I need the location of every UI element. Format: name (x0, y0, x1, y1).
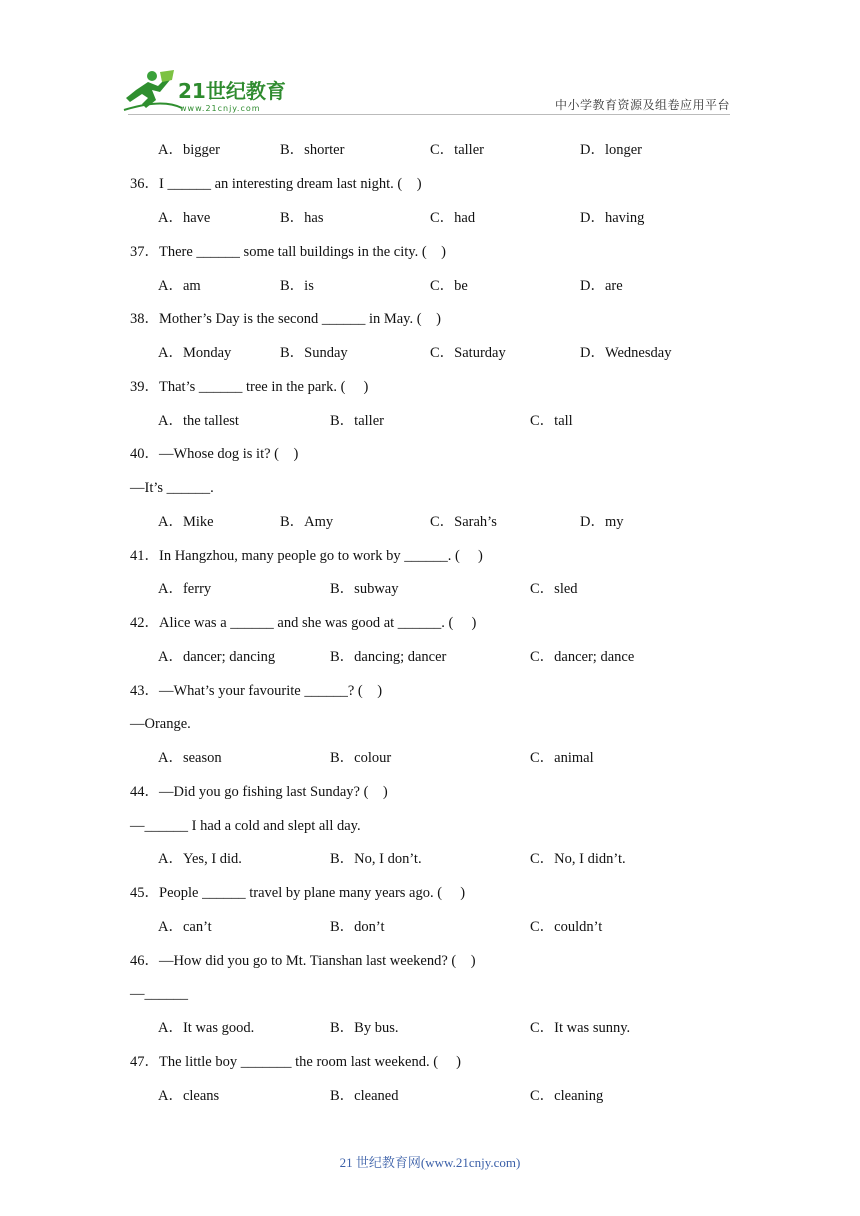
dialogue-line: —It’s ______. (130, 480, 214, 496)
answer-option[interactable]: A．season (158, 750, 222, 766)
page-header (0, 0, 860, 120)
answer-option[interactable]: D．my (580, 514, 624, 530)
runner-logo-icon (122, 68, 292, 114)
answer-option[interactable]: C．It was sunny. (530, 1020, 631, 1036)
answer-option[interactable]: C．couldn’t (530, 919, 603, 935)
question-stem: 41．In Hangzhou, many people go to work by ______. ( ) (130, 548, 483, 564)
answer-option[interactable]: B．cleaned (330, 1088, 399, 1104)
page-footer: 21 世纪教育网(www.21cnjy.com) (339, 1155, 521, 1170)
answer-option[interactable]: A．ferry (158, 581, 212, 597)
answer-option[interactable]: C．cleaning (530, 1088, 604, 1104)
question-stem: 39．That’s ______ tree in the park. ( ) (130, 379, 369, 395)
answer-option[interactable]: C．sled (530, 581, 578, 597)
question-stem: 38．Mother’s Day is the second ______ in May. ( ) (130, 311, 441, 327)
answer-option[interactable]: B．Sunday (280, 345, 348, 361)
answer-option[interactable]: C．No, I didn’t. (530, 851, 626, 867)
dialogue-line: —______ I had a cold and slept all day. (130, 818, 361, 834)
platform-title: 中小学教育资源及组卷应用平台 (554, 98, 730, 112)
logo-text: 21世纪教育 (178, 79, 286, 103)
answer-option[interactable]: D．are (580, 278, 623, 294)
logo-url: www.21cnjy.com (180, 104, 261, 113)
answer-option[interactable]: D．having (580, 210, 645, 226)
answer-option[interactable]: C．Sarah’s (430, 514, 497, 530)
question-stem: 43．—What’s your favourite ______? ( ) (130, 683, 383, 699)
answer-option[interactable]: A．It was good. (158, 1020, 255, 1036)
answer-option[interactable]: D．Wednesday (580, 345, 672, 361)
answer-option[interactable]: B．shorter (280, 142, 345, 158)
question-stem: 42．Alice was a ______ and she was good at ______. ( ) (130, 615, 477, 631)
answer-option[interactable]: C．had (430, 210, 476, 226)
answer-option[interactable]: B．dancing; dancer (330, 649, 447, 665)
dialogue-line: —Orange. (130, 716, 191, 732)
answer-option[interactable]: B．colour (330, 750, 392, 766)
question-stem: 47．The little boy _______ the room last weekend. ( ) (130, 1054, 462, 1070)
answer-option[interactable]: B．taller (330, 413, 384, 429)
answer-option[interactable]: C．taller (430, 142, 484, 158)
dialogue-line: —______ (130, 986, 188, 1002)
question-stem: 36．I ______ an interesting dream last night. ( ) (130, 176, 422, 192)
answer-option[interactable]: B．don’t (330, 919, 385, 935)
answer-option[interactable]: B．By bus. (330, 1020, 399, 1036)
answer-option[interactable]: A．dancer; dancing (158, 649, 276, 665)
question-stem: 44．—Did you go fishing last Sunday? ( ) (130, 784, 388, 800)
answer-option[interactable]: B．No, I don’t. (330, 851, 422, 867)
answer-option[interactable]: A．have (158, 210, 211, 226)
answer-option[interactable]: A．Mike (158, 514, 214, 530)
answer-option[interactable]: C．tall (530, 413, 573, 429)
answer-option[interactable]: B．subway (330, 581, 399, 597)
answer-option[interactable]: A．bigger (158, 142, 221, 158)
header-divider (128, 114, 730, 115)
answer-option[interactable]: B．is (280, 278, 314, 294)
question-stem: 37．There ______ some tall buildings in the city. ( ) (130, 244, 446, 260)
question-stem: 45．People ______ travel by plane many years ago. ( ) (130, 885, 466, 901)
question-stem: 46．—How did you go to Mt. Tianshan last weekend? ( ) (130, 953, 476, 969)
answer-option[interactable]: C．dancer; dance (530, 649, 635, 665)
answer-option[interactable]: A．can’t (158, 919, 212, 935)
question-stem: 40．—Whose dog is it? ( ) (130, 446, 299, 462)
answer-option[interactable]: A．Monday (158, 345, 232, 361)
answer-option[interactable]: B．has (280, 210, 324, 226)
answer-option[interactable]: A．am (158, 278, 201, 294)
brand-logo (122, 68, 292, 114)
answer-option[interactable]: A．cleans (158, 1088, 220, 1104)
answer-option[interactable]: C．be (430, 278, 468, 294)
answer-option[interactable]: C．animal (530, 750, 594, 766)
answer-option[interactable]: B．Amy (280, 514, 334, 530)
answer-option[interactable]: A．Yes, I did. (158, 851, 242, 867)
answer-option[interactable]: D．longer (580, 142, 643, 158)
answer-option[interactable]: A．the tallest (158, 413, 239, 429)
answer-option[interactable]: C．Saturday (430, 345, 506, 361)
